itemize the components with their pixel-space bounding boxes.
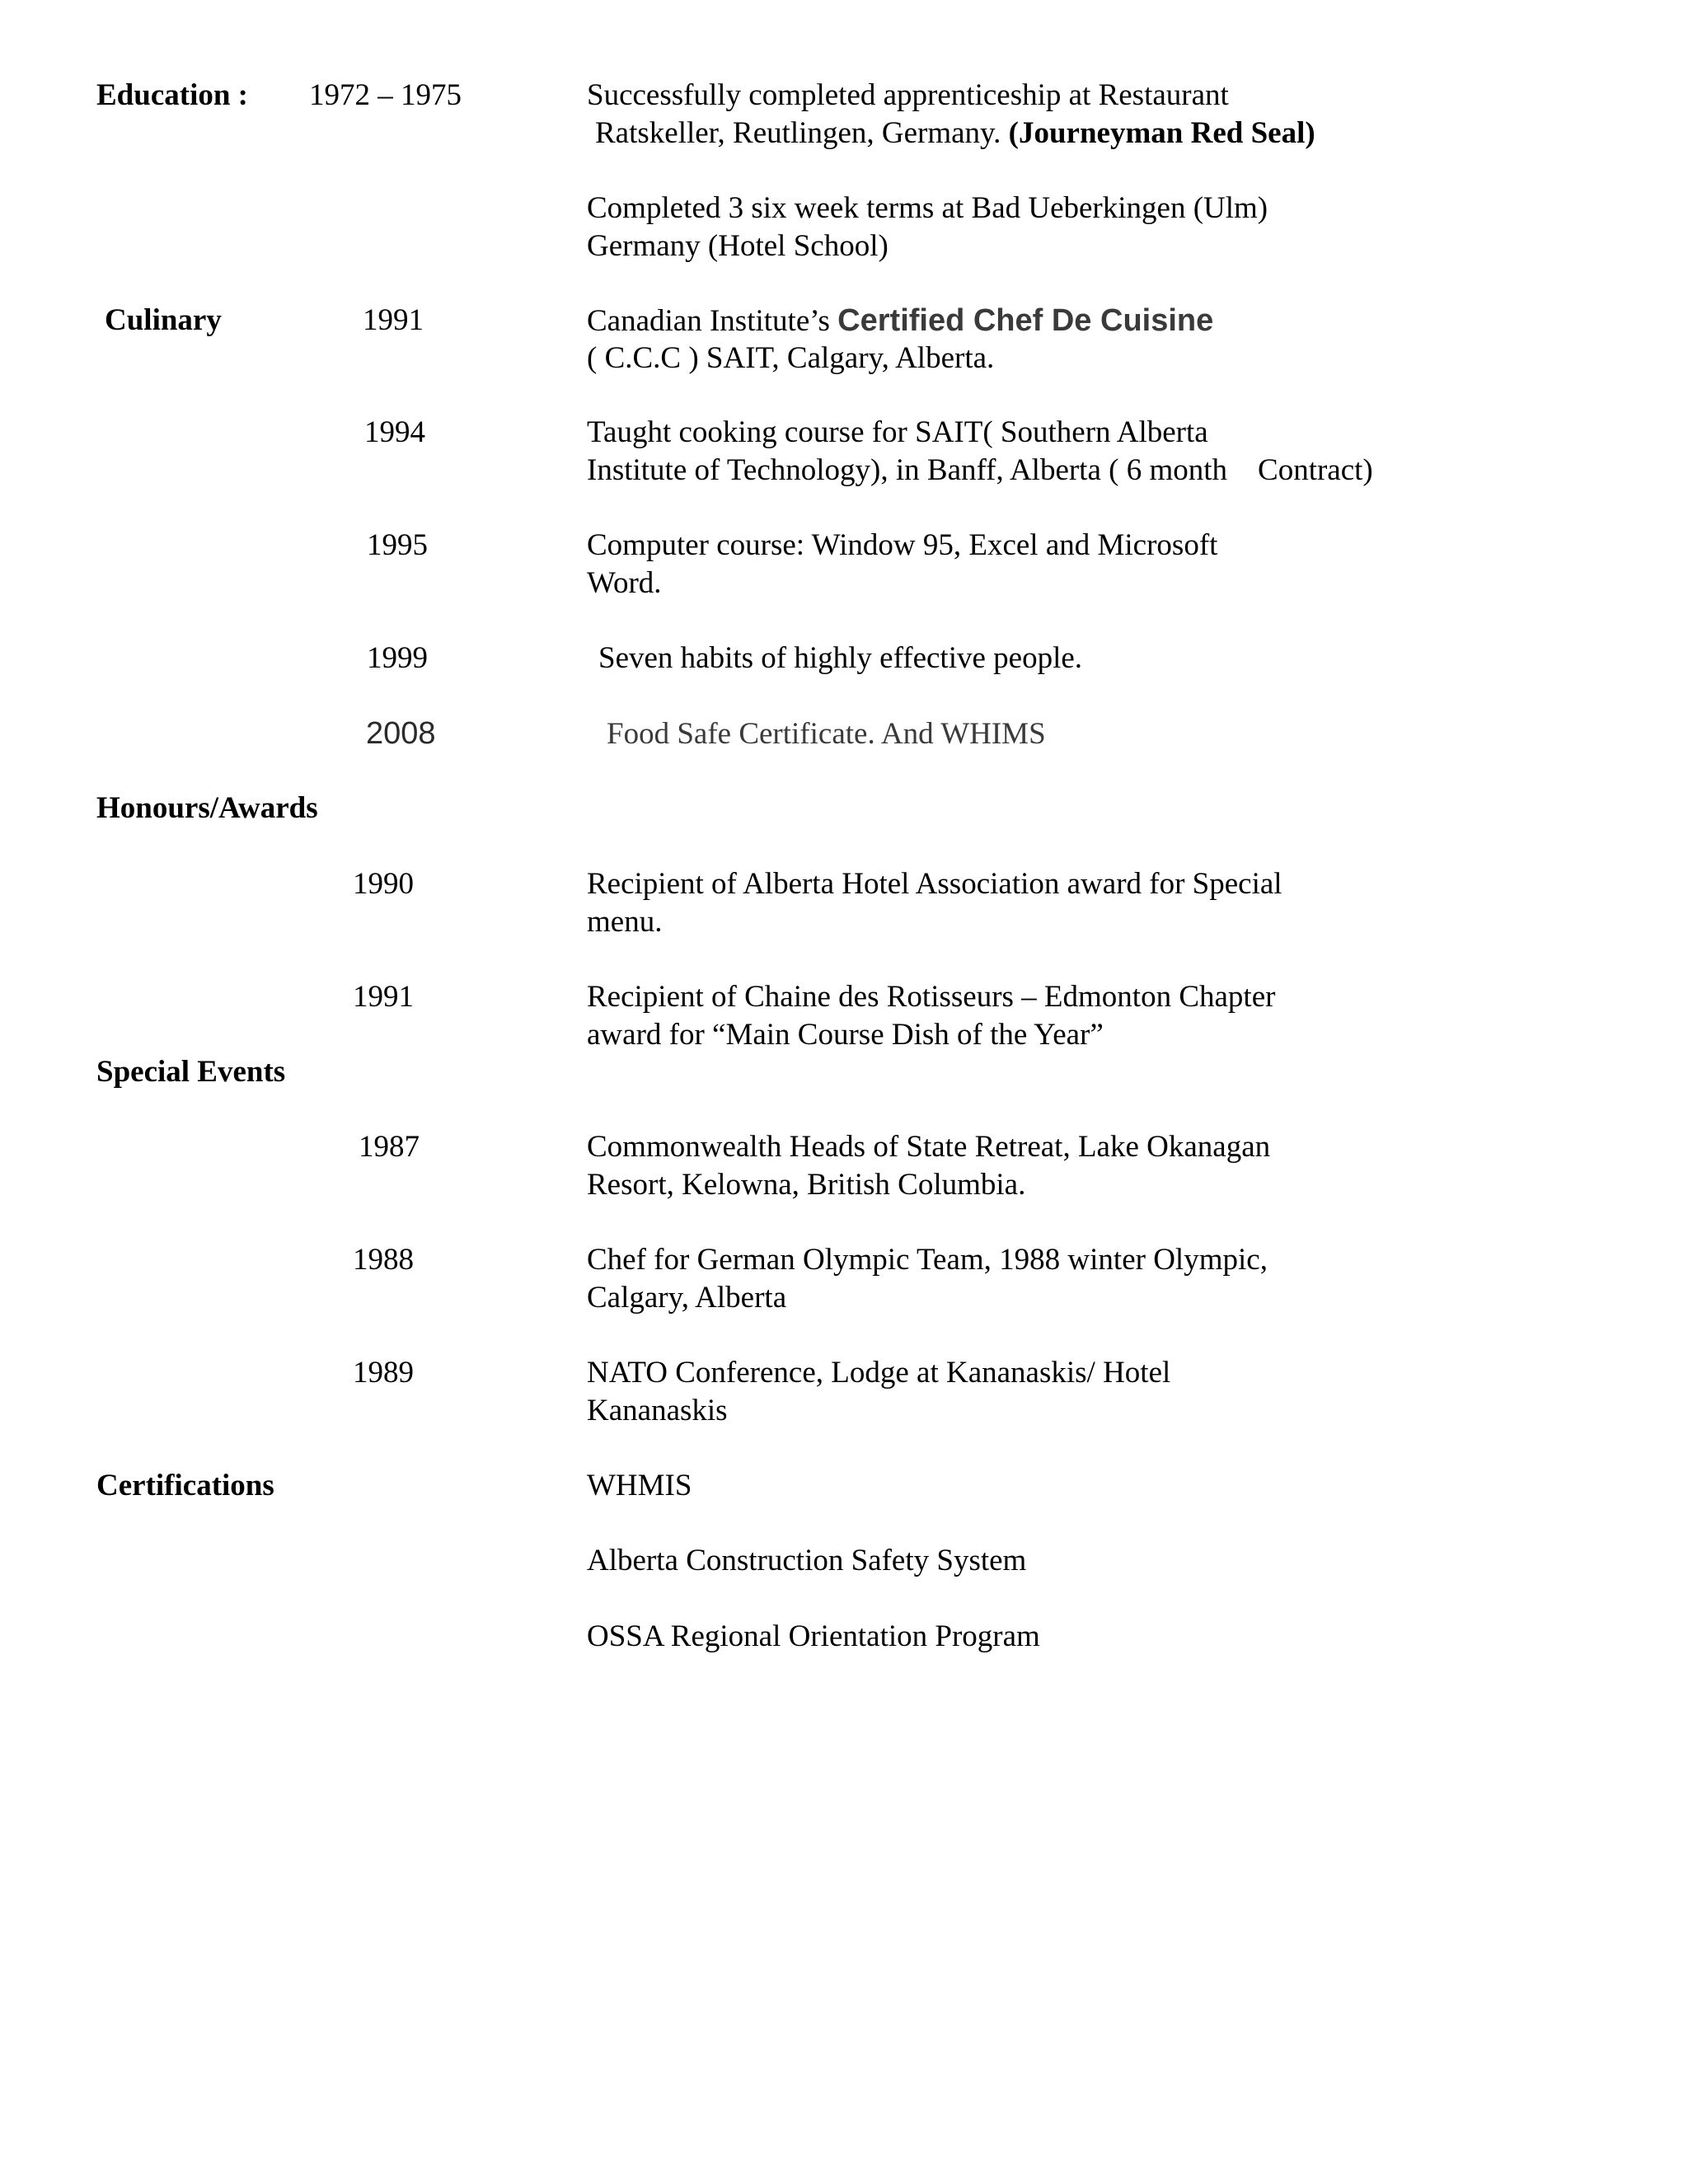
special-events-entry-line-2: Calgary, Alberta: [587, 1281, 787, 1315]
honours-entry-line-2: menu.: [587, 905, 663, 939]
honours-entry-line-1: Recipient of Chaine des Rotisseurs – Edmonton Chapter: [587, 980, 1276, 1014]
culinary-entry-line-1: [587, 302, 1213, 340]
special-events-year: 1987: [359, 1130, 420, 1164]
special-events-entry-line-1: Chef for German Olympic Team, 1988 winter Olympic,: [587, 1243, 1268, 1277]
education-line-3: Completed 3 six week terms at Bad Ueberkingen (Ulm): [587, 191, 1268, 225]
honours-heading: Honours/Awards: [96, 791, 318, 825]
culinary-year: 1991: [363, 303, 424, 337]
journeyman-red-seal: (Journeyman Red Seal): [1008, 116, 1315, 150]
special-events-year: 1989: [353, 1356, 414, 1390]
special-events-entry-line-2: Resort, Kelowna, British Columbia.: [587, 1168, 1026, 1202]
culinary-entry-line-2: Word.: [587, 566, 662, 600]
culinary-entry-line-2: ( C.C.C ) SAIT, Calgary, Alberta.: [587, 341, 995, 375]
culinary-entry-line-1: Taught cooking course for SAIT( Southern Alberta: [587, 415, 1208, 449]
culinary-year: 2008: [366, 716, 436, 751]
certified-chef-de-cuisine: Certified Chef De Cuisine: [837, 303, 1214, 338]
education-years: 1972 – 1975: [309, 78, 462, 112]
special-events-entry-line-2: Kananaskis: [587, 1394, 728, 1427]
culinary-year: 1999: [367, 641, 428, 675]
honours-year: 1990: [353, 867, 414, 901]
culinary-entry-line-2: Institute of Technology), in Banff, Alberta ( 6 month Contract): [587, 453, 1373, 487]
culinary-year: 1995: [367, 528, 428, 562]
education-line-1: Successfully completed apprenticeship at Restaurant: [587, 78, 1229, 112]
honours-entry-line-2: award for “Main Course Dish of the Year”: [587, 1018, 1104, 1052]
culinary-heading: Culinary: [105, 303, 222, 337]
education-heading: Education :: [96, 78, 249, 112]
certification-item: Alberta Construction Safety System: [587, 1544, 1027, 1577]
honours-entry-line-1: Recipient of Alberta Hotel Association award for Special: [587, 867, 1282, 901]
culinary-entry-text: Canadian Institute’s: [587, 304, 838, 338]
certifications-heading: Certifications: [96, 1469, 274, 1502]
education-line-2: [595, 115, 1315, 152]
culinary-year: 1994: [364, 415, 425, 449]
certification-item: OSSA Regional Orientation Program: [587, 1619, 1040, 1653]
special-events-heading: Special Events: [96, 1055, 286, 1089]
special-events-entry-line-1: NATO Conference, Lodge at Kananaskis/ Hotel: [587, 1356, 1171, 1390]
culinary-entry-line-1: Computer course: Window 95, Excel and Microsoft: [587, 528, 1218, 562]
special-events-entry-line-1: Commonwealth Heads of State Retreat, Lake Okanagan: [587, 1130, 1271, 1164]
special-events-year: 1988: [353, 1243, 414, 1277]
honours-year: 1991: [353, 980, 414, 1014]
education-line-2-text: Ratskeller, Reutlingen, Germany.: [595, 116, 1009, 150]
culinary-entry-line-1: Food Safe Certificate. And WHIMS: [607, 717, 1046, 751]
culinary-entry-line-1: Seven habits of highly effective people.: [598, 641, 1083, 675]
certification-item: WHMIS: [587, 1469, 692, 1502]
education-line-4: Germany (Hotel School): [587, 229, 889, 263]
